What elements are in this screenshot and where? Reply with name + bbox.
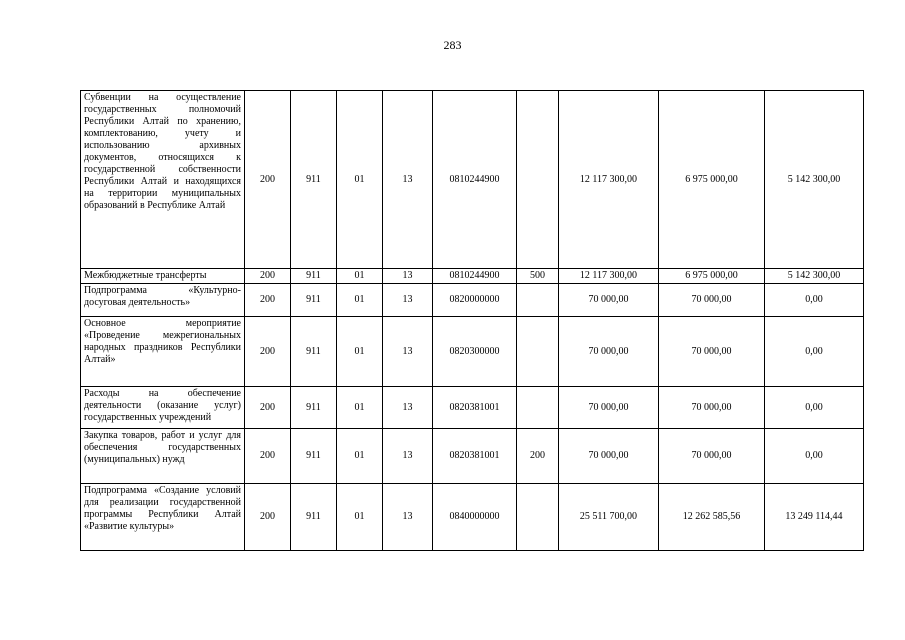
row-name: Субвенции на осуществление государственных полномочий Республики Алтай по хранению, комплектованию, учету и использованию архивных документов, относящихся к государственной собственности Республики Алтай и находящихся на территории муниципальных образований в Республике Алтай bbox=[81, 91, 245, 269]
row-name: Закупка товаров, работ и услуг для обеспечения государственных (муниципальных) нужд bbox=[81, 429, 245, 484]
cell-expense-type bbox=[517, 317, 559, 387]
cell-section: 01 bbox=[337, 91, 383, 269]
cell-target-code: 0810244900 bbox=[433, 269, 517, 284]
cell-department: 911 bbox=[291, 429, 337, 484]
cell-amount-2: 12 262 585,56 bbox=[659, 484, 765, 551]
cell-expense-type: 200 bbox=[517, 429, 559, 484]
cell-department: 911 bbox=[291, 269, 337, 284]
cell-subsection: 13 bbox=[383, 387, 433, 429]
cell-expense-type: 500 bbox=[517, 269, 559, 284]
cell-section: 01 bbox=[337, 269, 383, 284]
cell-amount-3: 0,00 bbox=[765, 284, 864, 317]
cell-amount-2: 6 975 000,00 bbox=[659, 91, 765, 269]
budget-table bbox=[80, 90, 864, 551]
cell-amount-1: 25 511 700,00 bbox=[559, 484, 659, 551]
row-name: Основное мероприятие «Проведение межрегиональных народных праздников Республики Алтай» bbox=[81, 317, 245, 387]
table-row bbox=[81, 284, 864, 317]
cell-subsection: 13 bbox=[383, 484, 433, 551]
cell-department: 911 bbox=[291, 284, 337, 317]
cell-section: 01 bbox=[337, 429, 383, 484]
cell-ministry: 200 bbox=[245, 284, 291, 317]
cell-section: 01 bbox=[337, 484, 383, 551]
cell-amount-2: 70 000,00 bbox=[659, 387, 765, 429]
row-name: Расходы на обеспечение деятельности (оказание услуг) государственных учреждений bbox=[81, 387, 245, 429]
table-row bbox=[81, 317, 864, 387]
cell-ministry: 200 bbox=[245, 387, 291, 429]
cell-expense-type bbox=[517, 91, 559, 269]
cell-ministry: 200 bbox=[245, 269, 291, 284]
table-row bbox=[81, 484, 864, 551]
cell-department: 911 bbox=[291, 317, 337, 387]
cell-amount-1: 70 000,00 bbox=[559, 387, 659, 429]
cell-amount-1: 12 117 300,00 bbox=[559, 269, 659, 284]
table-row bbox=[81, 91, 864, 269]
table-row bbox=[81, 387, 864, 429]
cell-expense-type bbox=[517, 387, 559, 429]
row-name: Подпрограмма «Культурно-досуговая деятельность» bbox=[81, 284, 245, 317]
cell-target-code: 0820381001 bbox=[433, 387, 517, 429]
cell-section: 01 bbox=[337, 387, 383, 429]
cell-expense-type bbox=[517, 484, 559, 551]
row-name: Межбюджетные трансферты bbox=[81, 269, 245, 284]
table-row bbox=[81, 429, 864, 484]
cell-target-code: 0810244900 bbox=[433, 91, 517, 269]
cell-amount-1: 70 000,00 bbox=[559, 429, 659, 484]
cell-section: 01 bbox=[337, 284, 383, 317]
cell-target-code: 0820381001 bbox=[433, 429, 517, 484]
cell-ministry: 200 bbox=[245, 429, 291, 484]
cell-department: 911 bbox=[291, 91, 337, 269]
cell-amount-3: 5 142 300,00 bbox=[765, 269, 864, 284]
cell-subsection: 13 bbox=[383, 429, 433, 484]
cell-ministry: 200 bbox=[245, 317, 291, 387]
cell-amount-3: 0,00 bbox=[765, 429, 864, 484]
cell-department: 911 bbox=[291, 484, 337, 551]
cell-amount-1: 70 000,00 bbox=[559, 317, 659, 387]
cell-subsection: 13 bbox=[383, 284, 433, 317]
cell-amount-3: 0,00 bbox=[765, 387, 864, 429]
cell-amount-2: 70 000,00 bbox=[659, 284, 765, 317]
cell-ministry: 200 bbox=[245, 484, 291, 551]
cell-target-code: 0820000000 bbox=[433, 284, 517, 317]
cell-amount-2: 70 000,00 bbox=[659, 317, 765, 387]
table-row bbox=[81, 269, 864, 284]
cell-target-code: 0820300000 bbox=[433, 317, 517, 387]
cell-department: 911 bbox=[291, 387, 337, 429]
cell-amount-3: 5 142 300,00 bbox=[765, 91, 864, 269]
cell-subsection: 13 bbox=[383, 269, 433, 284]
cell-section: 01 bbox=[337, 317, 383, 387]
cell-amount-2: 6 975 000,00 bbox=[659, 269, 765, 284]
page-number: 283 bbox=[443, 38, 462, 52]
cell-amount-3: 13 249 114,44 bbox=[765, 484, 864, 551]
cell-subsection: 13 bbox=[383, 317, 433, 387]
cell-expense-type bbox=[517, 284, 559, 317]
cell-amount-1: 12 117 300,00 bbox=[559, 91, 659, 269]
cell-ministry: 200 bbox=[245, 91, 291, 269]
cell-amount-3: 0,00 bbox=[765, 317, 864, 387]
row-name: Подпрограмма «Создание условий для реализации государственной программы Республики Алтай «Развитие культуры» bbox=[81, 484, 245, 551]
cell-amount-2: 70 000,00 bbox=[659, 429, 765, 484]
cell-amount-1: 70 000,00 bbox=[559, 284, 659, 317]
cell-subsection: 13 bbox=[383, 91, 433, 269]
cell-target-code: 0840000000 bbox=[433, 484, 517, 551]
